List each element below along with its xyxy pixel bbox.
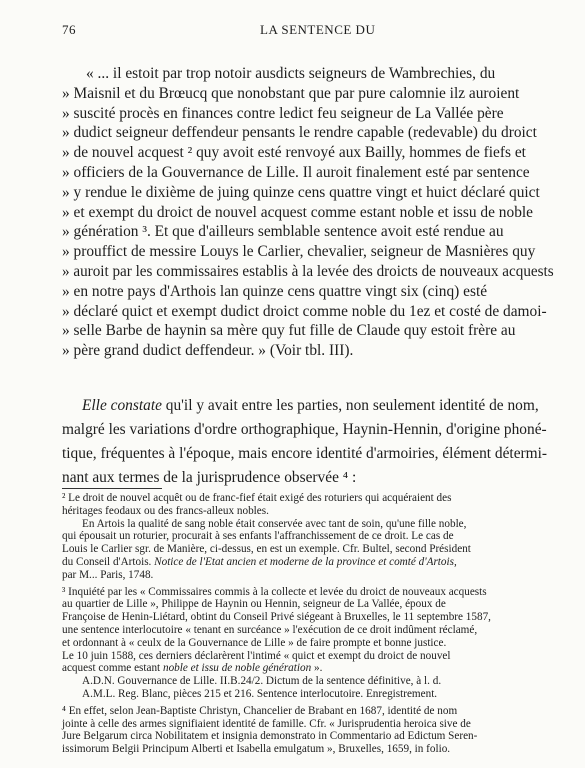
footnote-text: du Conseil d'Artois. <box>62 555 155 568</box>
page-number: 76 <box>62 22 76 37</box>
quote-line: » de nouvel acquest ² quy avoit esté renvoyé aux Bailly, hommes de fiefs et <box>62 144 526 162</box>
quote-line: » officiers de la Gouvernance de Lille. Il auroit finalement esté par sentence <box>62 163 530 181</box>
paragraph-line: tique, fréquentes à l'époque, mais encore identité d'armoiries, élément détermi- <box>62 445 548 462</box>
footnote-text: acquest comme estant <box>62 662 163 675</box>
main-paragraph <box>62 394 554 490</box>
footnote-3-line <box>62 662 554 675</box>
paragraph-line: nant aux termes de la jurisprudence observée ⁴ : <box>62 469 357 486</box>
footnote-title: Notice de l'Etat ancien et moderne de la province et comté d'Artois, <box>154 555 457 568</box>
quote-line: » prouffict de messire Louys le Carlier, chevalier, seigneur de Masnières quy <box>62 243 536 261</box>
paragraph-line <box>62 394 554 418</box>
footnote-3-line: A.M.L. Reg. Blanc, pièces 215 et 216. Sentence interlocutoire. Enregistrement. <box>82 687 438 700</box>
footnote-2-line: héritages feodaux ou des francs-alleux nobles. <box>62 504 269 517</box>
footnote-2-line: ² Le droit de nouvel acquêt ou de franc-fief était exigé des roturiers qui acquéraient des <box>62 492 452 504</box>
footnote-4-line: issimorum Belgii Principum Alberti et Isabella emulgatum », Bruxelles, 1659, in folio. <box>62 743 451 756</box>
footnote-3-line: ³ Inquiété par les « Commissaires commis à la collecte et levée du droict de nouveaux acquests <box>62 585 487 598</box>
footnote-3-line: A.D.N. Gouvernance de Lille. II.B.24/2. Dictum de la sentence définitive, à l. d. <box>82 675 442 688</box>
footnote-4-line: Jure Belgarum circa Nobilitatem et insignia demonstrato in Commentario ad Edictum Seren- <box>62 730 478 743</box>
quote-line: » et exempt du droict de nouvel acquest comme estant noble et issu de noble <box>62 203 533 221</box>
running-title: LA SENTENCE DU <box>260 22 376 37</box>
paragraph-text: qu'il y avait entre les parties, non seulement identité de nom, <box>161 397 539 414</box>
footnote-2-line <box>62 556 554 569</box>
quote-line: » auroit par les commissaires establis à la levée des droicts de nouveaux acquests <box>62 262 554 280</box>
quote-line: » déclaré quict et exempt dudict droict comme noble du 1ez et costé de damoi- <box>62 302 547 320</box>
footnote-3-line: une sentence interlocutoire « tenant en surcéance » l'exécution de ce droit indûment réclamé, <box>62 623 478 636</box>
footnote-emphasis: noble et issu de noble génération <box>162 662 312 675</box>
footnote-divider <box>62 488 162 489</box>
quote-line: » y rendue le dixième de juing quinze cens quattre vingt et huict déclaré quict <box>62 183 540 201</box>
footnote-3-line: et ordonnant à « ceulx de la Gouvernance de Lille » de faire prompte et bonne justice. <box>62 636 447 649</box>
quote-line: » dudict seigneur deffendeur pensants le rendre capable (redevable) du droict <box>62 124 537 142</box>
footnote-4-line: jointe à celle des armes signifiaient identité de famille. Cfr. « Jurisprudentia heroica sive de <box>62 717 471 730</box>
footnotes <box>62 492 554 756</box>
quoted-sentence <box>62 64 554 361</box>
quote-line: » Maisnil et du Brœucq que nonobstant que par pure calomnie ilz auroient <box>62 84 520 102</box>
quote-line: » selle Barbe de haynin sa mère quy fut fille de Claude quy estoit frère au <box>62 322 516 340</box>
footnote-2-line: En Artois la qualité de sang noble était conservée avec tant de soin, qu'une fille noble, <box>82 517 467 530</box>
footnote-3-line: Le 10 juin 1588, ces derniers déclarèrent l'intimé « quict et exempt du droict de nouvel <box>62 649 451 662</box>
footnote-2-line: par M... Paris, 1748. <box>62 568 154 581</box>
footnote-2-line: qui épousait un roturier, procurait à ses enfants l'affranchissement de ce droit. Le cas de <box>62 530 454 543</box>
quote-line: » en notre pays d'Arthois lan quinze cens quattre vingt six (cinq) esté <box>62 282 488 300</box>
footnote-2-line: Louis le Carlier sgr. de Manière, ci-dessus, en est un exemple. Cfr. Bultel, second Président <box>62 543 471 556</box>
footnote-text: ». <box>311 662 323 675</box>
footnote-4-line: ⁴ En effet, selon Jean-Baptiste Christyn, Chancelier de Brabant en 1687, identité de nom <box>62 704 458 717</box>
quote-line: » génération ³. Et que d'ailleurs semblable sentence avoit esté rendue au <box>62 223 504 241</box>
footnote-3-line: au quartier de Lille », Philippe de Haynin ou Hennin, seigneur de La Vallée, époux de <box>62 598 446 611</box>
paragraph-line: malgré les variations d'ordre orthographique, Haynin-Hennin, d'origine phoné- <box>62 421 547 438</box>
page-header <box>62 22 554 42</box>
quote-line: « ... il estoit par trop notoir ausdicts seigneurs de Wambrechies, du <box>86 65 496 82</box>
emphasized-text: Elle constate <box>82 397 162 414</box>
quote-line: » père grand dudict deffendeur. » (Voir tbl. III). <box>62 342 354 360</box>
quote-line: » suscité procès en finances contre ledict feu seigneur de La Vallée père <box>62 104 504 122</box>
footnote-3-line: Françoise de Henin-Liétard, obtint du Conseil Privé siégeant à Bruxelles, le 11 septembre 1587, <box>62 611 491 624</box>
